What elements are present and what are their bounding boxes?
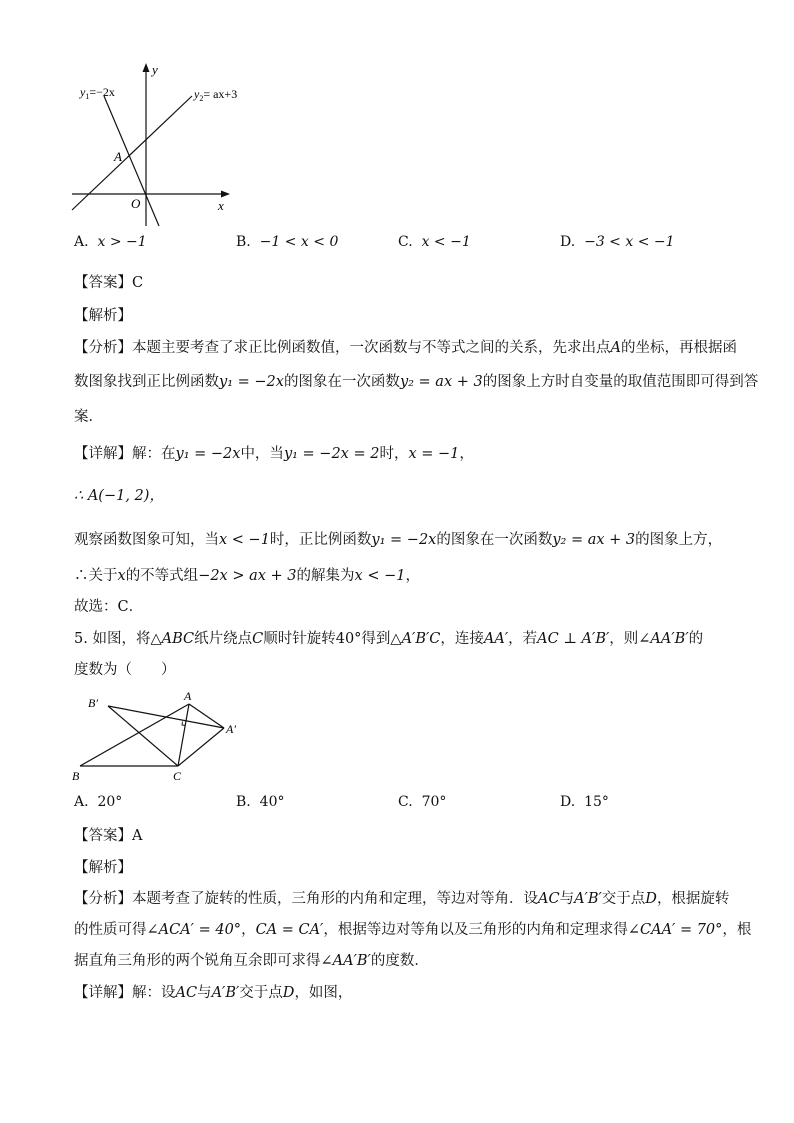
q4-option-d: D. −3 < x < −1 bbox=[560, 234, 675, 250]
q5-analysis-line1: 【分析】本题考查了旋转的性质，三角形的内角和定理，等边对等角．设AC与A′B′交于点D，根据旋转 bbox=[74, 891, 730, 907]
q5-option-d: D. 15° bbox=[560, 794, 609, 810]
q5-stem-line1: 5. 如图，将△ABC纸片绕点C顺时针旋转40°得到△A′B′C，连接AA′，若AC ⊥ A′B′，则∠AA′B′的 bbox=[74, 631, 704, 647]
segment-ac bbox=[178, 704, 189, 766]
line-y2 bbox=[72, 96, 192, 210]
line1-label bbox=[79, 85, 115, 101]
q4-detail-line5: 故选：C． bbox=[74, 599, 144, 615]
line2-label bbox=[193, 87, 237, 103]
point-a-label: A bbox=[114, 149, 122, 164]
q5-analysis-line3: 据直角三角形的两个锐角互余即可求得∠AA′B′的度数． bbox=[74, 953, 429, 969]
q4-option-a: A. x > −1 bbox=[74, 234, 147, 250]
q4-answer: 【答案】C bbox=[74, 275, 144, 291]
q5-analysis-line2: 的性质可得∠ACA′ = 40°，CA = CA′，根据等边对等角以及三角形的内角和定理求得∠CAA′ = 70°，根 bbox=[74, 922, 752, 938]
q5-option-a: A. 20° bbox=[74, 794, 123, 810]
q4-function-graph bbox=[64, 58, 244, 230]
label-c: C bbox=[173, 769, 182, 783]
q4-analysis-line2: 数图象找到正比例函数y₁ = −2x的图象在一次函数y₂ = ax + 3的图象上方时自变量的取值范围即可得到答 bbox=[74, 374, 759, 390]
q5-detail-line1: 【详解】解：设AC与A′B′交于点D，如图， bbox=[74, 985, 353, 1001]
q4-explain-heading: 【解析】 bbox=[74, 308, 132, 324]
label-b-prime: B′ bbox=[88, 696, 98, 710]
origin-label: O bbox=[131, 196, 141, 211]
q5-stem-line2: 度数为（ ） bbox=[74, 662, 176, 678]
y-axis-arrow bbox=[143, 63, 150, 72]
q4-analysis-line1: 【分析】本题主要考查了求正比例函数值，一次函数与不等式之间的关系，先求出点A的坐标，再根据函 bbox=[74, 340, 737, 356]
svg-text:y1=−2x: $y_1=-2x$ bbox=[80, 85, 115, 101]
q4-detail-line4: ∴关于x的不等式组−2x > ax + 3的解集为x < −1， bbox=[74, 568, 420, 584]
q4-option-c: C. x < −1 bbox=[398, 234, 471, 250]
label-b: B bbox=[72, 769, 80, 783]
label-a-prime: A′ bbox=[226, 722, 236, 736]
q4-detail-line3: 观察函数图象可知，当x < −1时，正比例函数y₁ = −2x的图象在一次函数y₂ = ax + 3的图象上方， bbox=[74, 532, 723, 548]
q5-option-c: C. 70° bbox=[398, 794, 447, 810]
x-axis-arrow bbox=[221, 191, 230, 198]
y-axis-label: y bbox=[152, 62, 158, 77]
segment-ab bbox=[80, 704, 189, 766]
segment-aprime-c bbox=[178, 728, 224, 766]
q4-detail-line2: ∴ A(−1, 2)， bbox=[74, 488, 164, 504]
q4-analysis-line3: 案． bbox=[74, 409, 103, 425]
q5-rotation-figure bbox=[66, 688, 256, 784]
segment-bprime-c bbox=[108, 706, 178, 766]
q4-detail-line1: 【详解】解：在y₁ = −2x中，当y₁ = −2x = 2时，x = −1， bbox=[74, 446, 474, 462]
x-axis-label: x bbox=[218, 198, 224, 213]
q5-explain-heading: 【解析】 bbox=[74, 860, 132, 876]
label-a: A bbox=[184, 689, 192, 703]
segment-bprime-aprime bbox=[108, 706, 224, 728]
q5-option-b: B. 40° bbox=[236, 794, 285, 810]
q4-option-b: B. −1 < x < 0 bbox=[236, 234, 339, 250]
q5-answer: 【答案】A bbox=[74, 828, 143, 844]
svg-text:y2= ax+3: $y_2= ax+3$ bbox=[194, 87, 238, 103]
